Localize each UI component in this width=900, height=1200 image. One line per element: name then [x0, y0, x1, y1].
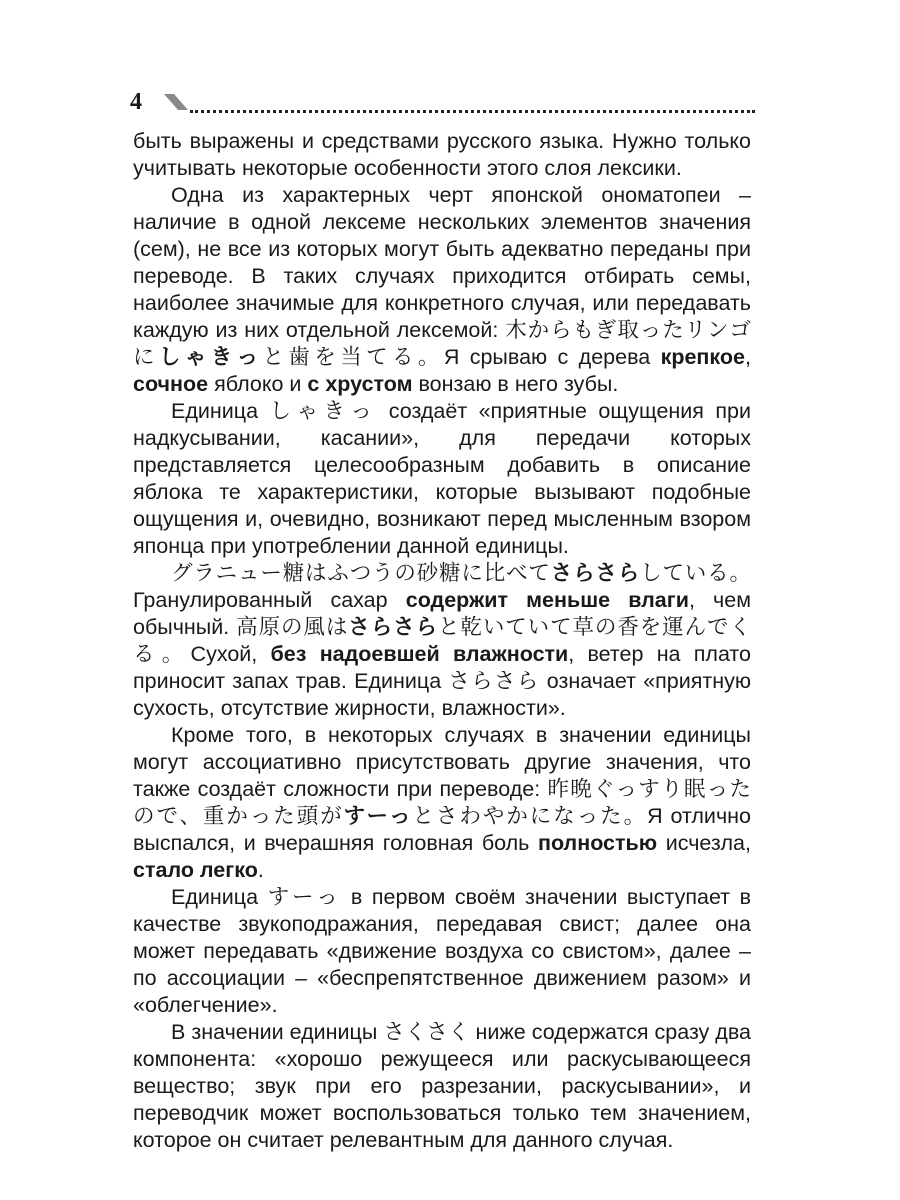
text-run: В значении единицы — [171, 1020, 384, 1044]
bold-text: сочное — [133, 372, 209, 396]
page-header — [130, 88, 755, 118]
japanese-text: と歯を当てる。 — [262, 345, 444, 370]
body-text — [133, 128, 751, 1154]
bold-text: с хрустом — [307, 372, 413, 396]
japanese-bold-text: さらさら — [348, 615, 438, 640]
text-run: быть выражены и средствами русского языка. Нужно только учитывать некоторые особенности этого слоя лексики. — [133, 129, 751, 180]
text-run: создаёт «приятные ощущения при надкусывании, касании», для передачи которых представляется целесообразным добавить в описание яблока те характеристики, которые вызывают подобные ощущения и, очевидно, возникают перед мысленным взором японца при употреблении данной единицы. — [133, 399, 751, 558]
text-run: , чем обычный. — [133, 588, 751, 639]
japanese-text: さらさら — [448, 669, 540, 694]
japanese-bold-text: しゃきっ — [158, 345, 263, 370]
paragraph — [133, 884, 751, 1019]
paragraph — [133, 182, 751, 398]
text-run: Сухой, — [190, 642, 271, 666]
corner-mark-icon — [164, 94, 188, 110]
text-run: означает «приятную сухость, отсутствие жирности, влажности». — [133, 669, 751, 720]
japanese-text: 木からもぎ取ったリンゴに — [133, 318, 751, 370]
japanese-text: と乾いていて草の香を運んでくる。 — [133, 615, 751, 667]
text-run: . — [257, 858, 264, 882]
header-dotted-rule — [190, 110, 755, 113]
text-run: яблоко и — [208, 372, 308, 396]
paragraph — [133, 560, 751, 722]
bold-text: без надоевшей влажности — [270, 642, 569, 666]
text-run: вонзаю в него зубы. — [412, 372, 619, 396]
japanese-text: すーっ — [267, 885, 342, 910]
text-run: ниже содержатся сразу два компонента: «хорошо режущееся или раскусывающееся вещество; звук при его разрезании, раскусывании», и переводчик может воспользоваться только тем значением, которое он считает релевантным для данного случая. — [133, 1020, 751, 1152]
paragraph — [133, 722, 751, 884]
japanese-bold-text: すーっ — [343, 804, 413, 829]
bold-text: стало легко — [133, 858, 258, 882]
japanese-text: している。 — [640, 561, 751, 586]
japanese-text: しゃきっ — [269, 399, 378, 424]
page-number: 4 — [130, 89, 142, 115]
japanese-text: グラニュー糖はふつうの砂糖に比べて — [171, 561, 551, 586]
text-run: в первом своём значении выступает в качестве звукоподражания, передавая свист; далее она может передавать «движение воздуха со свистом», далее – по ассоциации – «беспрепятственное движением разом» и «облегчение». — [133, 885, 752, 1017]
text-run: Одна из характерных черт японской ономатопеи – наличие в одной лексеме нескольких элементов значения (сем), не все из которых могут быть адекватно переданы при переводе. В таких случаях приходится отбирать семы, наиболее значимые для конкретного случая, или передавать каждую из них отдельной лексемой: — [133, 183, 751, 342]
japanese-text: さくさく — [383, 1020, 470, 1045]
bold-text: крепкое — [660, 345, 745, 369]
paragraph — [133, 398, 751, 560]
paragraph — [133, 1019, 751, 1154]
japanese-text: 高原の風は — [236, 615, 349, 640]
japanese-bold-text: さらさら — [550, 561, 641, 586]
bold-text: полностью — [537, 831, 658, 855]
text-run: Я срываю с дерева — [443, 345, 661, 369]
text-run: Кроме того, в некоторых случаях в значении единицы могут ассоциативно присутствовать другие значения, что также создаёт сложности при переводе: — [133, 723, 751, 801]
text-run: Единица — [171, 399, 270, 423]
paragraph — [133, 128, 751, 182]
text-run: Я отлично выспался, и вчерашняя головная боль — [133, 804, 751, 855]
text-run: Гранулированный сахар — [133, 588, 406, 612]
bold-text: содержит меньше влаги — [405, 588, 689, 612]
japanese-text: 昨晩ぐっすり眠ったので、重かった頭が — [133, 777, 751, 829]
text-run: , — [744, 345, 751, 369]
text-run: , ветер на плато приносит запах трав. Единица — [133, 642, 751, 693]
text-run: Единица — [171, 885, 268, 909]
japanese-text: とさわやかになった。 — [412, 804, 648, 829]
text-run: исчезла, — [657, 831, 751, 855]
